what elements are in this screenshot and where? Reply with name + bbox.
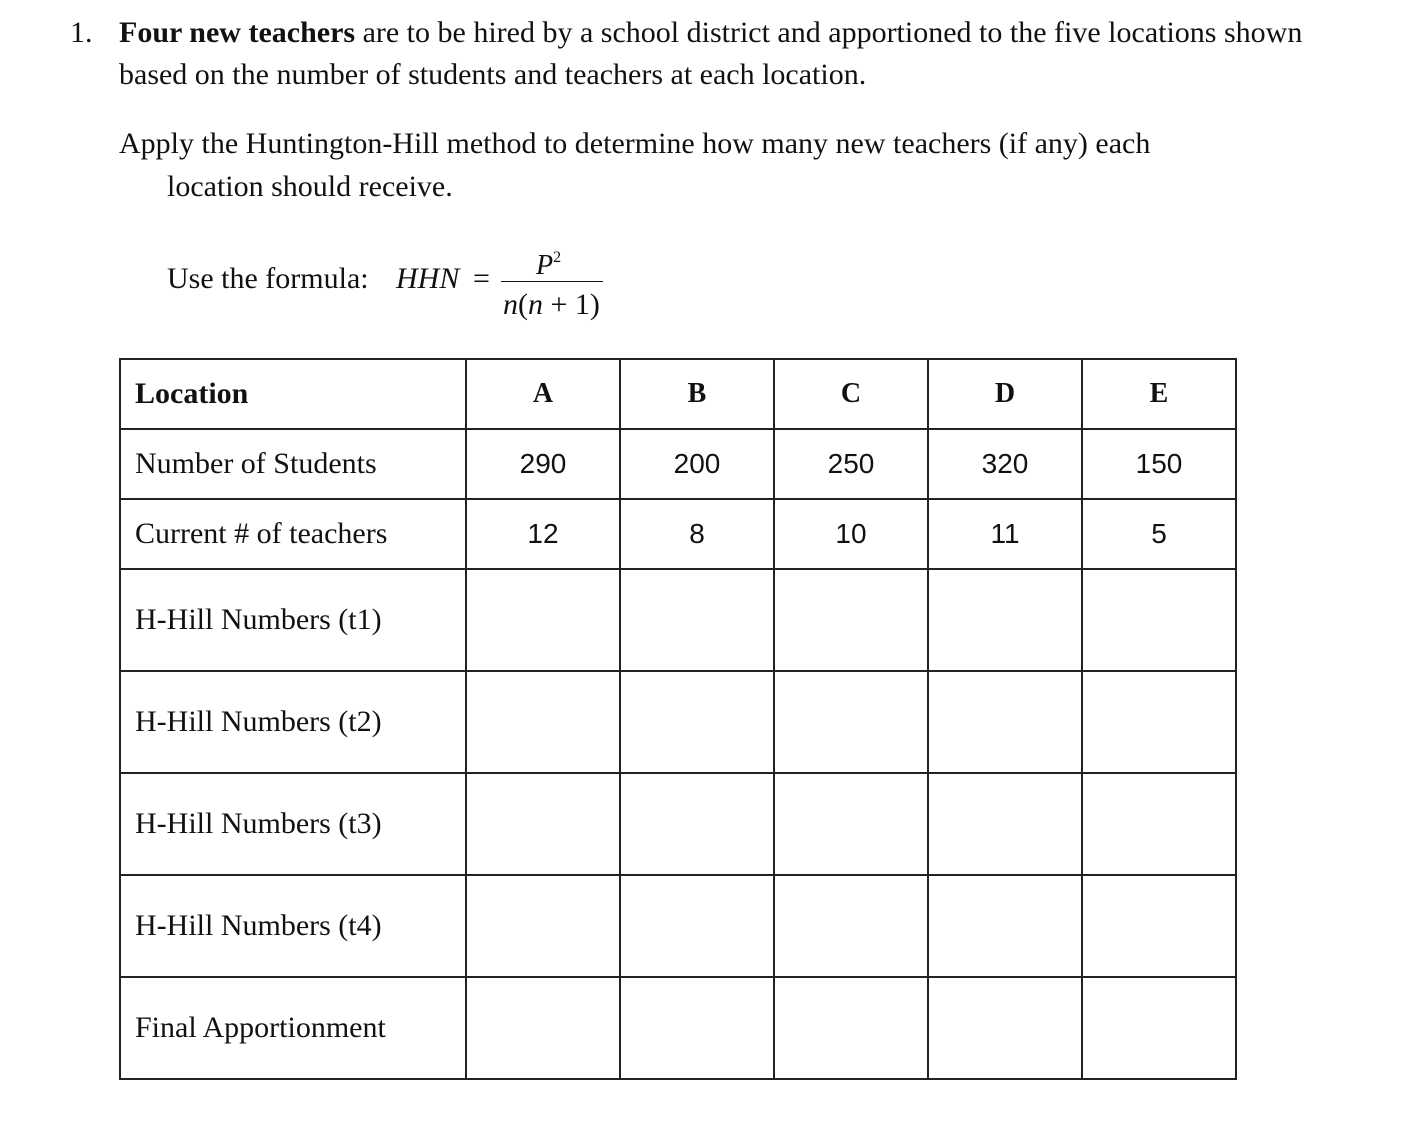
- formula-fraction-bar: [501, 281, 603, 282]
- answer-cell[interactable]: [774, 671, 928, 773]
- formula-numerator-exponent: 2: [553, 249, 562, 266]
- apportionment-table: [119, 358, 1237, 1080]
- answer-cell[interactable]: [1082, 977, 1236, 1079]
- intro-rest-text: are to be hired by a school district and apportioned to the five locations shown based on the number of students and teachers at each location.: [119, 16, 1303, 91]
- answer-cell[interactable]: [774, 773, 928, 875]
- table-cell: 200: [620, 429, 774, 499]
- answer-cell[interactable]: [620, 977, 774, 1079]
- answer-cell[interactable]: [466, 875, 620, 977]
- intro-bold-text: Four new teachers: [119, 16, 356, 49]
- instruction-line-1: Apply the Huntington-Hill method to determine how many new teachers (if any) each: [119, 127, 1151, 160]
- answer-cell[interactable]: [620, 773, 774, 875]
- answer-cell[interactable]: [466, 773, 620, 875]
- question-number: 1.: [70, 16, 93, 49]
- answer-cell[interactable]: [466, 569, 620, 671]
- answer-cell[interactable]: [928, 875, 1082, 977]
- table-row-final: [120, 977, 1236, 1079]
- answer-cell[interactable]: [620, 671, 774, 773]
- answer-cell[interactable]: [620, 569, 774, 671]
- table-cell: 250: [774, 429, 928, 499]
- answer-cell[interactable]: [928, 671, 1082, 773]
- answer-cell[interactable]: [1082, 773, 1236, 875]
- row-label: H-Hill Numbers (t4): [120, 875, 466, 977]
- table-cell: 12: [466, 499, 620, 569]
- table-header-row: [120, 359, 1236, 429]
- formula-denominator-paren: (: [518, 288, 528, 321]
- answer-cell[interactable]: [466, 977, 620, 1079]
- row-label: H-Hill Numbers (t3): [120, 773, 466, 875]
- formula-denominator: [503, 286, 600, 324]
- table-cell: 5: [1082, 499, 1236, 569]
- instruction-line-2: location should receive.: [167, 170, 453, 203]
- header-location-d: D: [928, 359, 1082, 429]
- answer-cell[interactable]: [928, 569, 1082, 671]
- row-label: H-Hill Numbers (t2): [120, 671, 466, 773]
- row-label: Current # of teachers: [120, 499, 466, 569]
- table-cell: 320: [928, 429, 1082, 499]
- answer-cell[interactable]: [928, 977, 1082, 1079]
- header-location-c: C: [774, 359, 928, 429]
- row-label: H-Hill Numbers (t1): [120, 569, 466, 671]
- answer-cell[interactable]: [774, 569, 928, 671]
- formula-label: Use the formula:: [167, 262, 369, 295]
- answer-cell[interactable]: [1082, 875, 1236, 977]
- table-row-hhn-t3: [120, 773, 1236, 875]
- row-label: Final Apportionment: [120, 977, 466, 1079]
- header-location-label: Location: [120, 359, 466, 429]
- table-row-students: [120, 429, 1236, 499]
- header-location-e: E: [1082, 359, 1236, 429]
- formula-lhs: HHN: [396, 262, 460, 295]
- apportionment-table-body: [120, 359, 1236, 1079]
- formula-denominator-tail: + 1): [543, 288, 600, 321]
- header-location-a: A: [466, 359, 620, 429]
- formula-denominator-n: n: [503, 288, 518, 321]
- answer-cell[interactable]: [620, 875, 774, 977]
- formula-numerator: [536, 242, 561, 282]
- table-cell: 150: [1082, 429, 1236, 499]
- instruction-paragraph: [119, 122, 1299, 208]
- table-row-hhn-t2: [120, 671, 1236, 773]
- answer-cell[interactable]: [928, 773, 1082, 875]
- table-row-hhn-t1: [120, 569, 1236, 671]
- answer-cell[interactable]: [1082, 671, 1236, 773]
- table-row-hhn-t4: [120, 875, 1236, 977]
- table-cell: 10: [774, 499, 928, 569]
- answer-cell[interactable]: [1082, 569, 1236, 671]
- table-cell: 11: [928, 499, 1082, 569]
- header-location-b: B: [620, 359, 774, 429]
- row-label: Number of Students: [120, 429, 466, 499]
- table-cell: 290: [466, 429, 620, 499]
- answer-cell[interactable]: [774, 977, 928, 1079]
- formula-numerator-base: P: [536, 250, 554, 281]
- formula-equals: =: [473, 262, 490, 295]
- answer-cell[interactable]: [466, 671, 620, 773]
- table-cell: 8: [620, 499, 774, 569]
- answer-cell[interactable]: [774, 875, 928, 977]
- table-row-teachers: [120, 499, 1236, 569]
- formula-denominator-n2: n: [528, 288, 543, 321]
- question-intro: [119, 12, 1319, 96]
